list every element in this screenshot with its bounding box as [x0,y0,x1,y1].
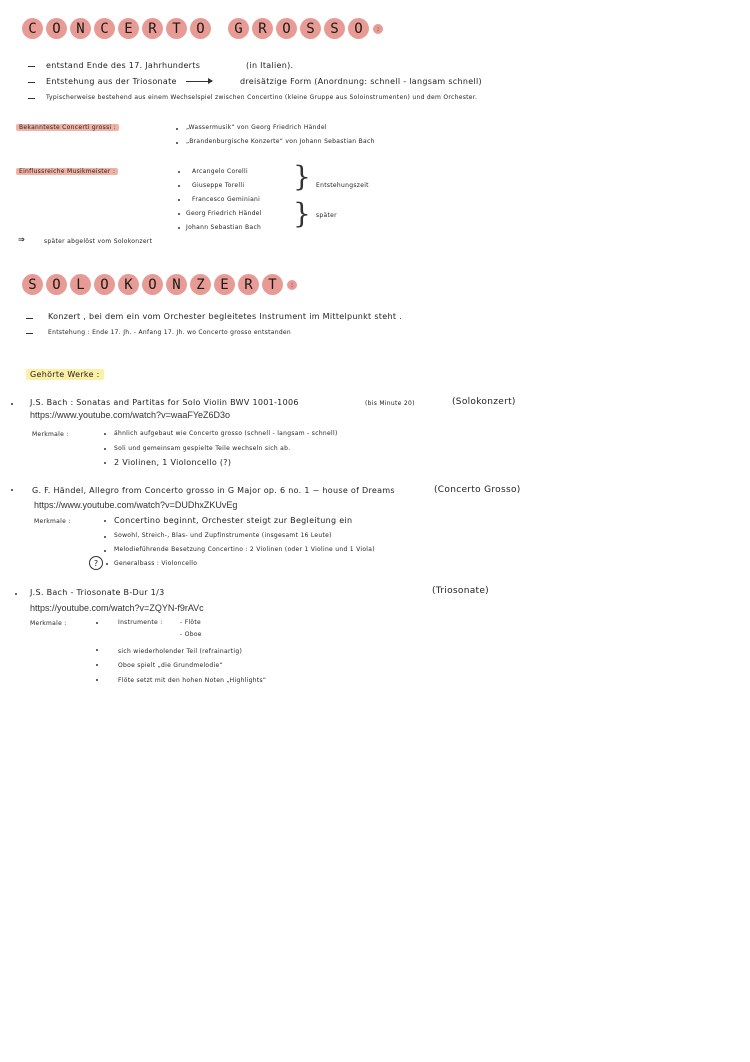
brace-icon: } [293,160,311,193]
line-triosonate-text: Entstehung aus der Triosonate [46,77,177,86]
title-solokonzert [22,274,297,295]
title-letter: S [22,274,43,295]
title-letter: C [22,18,43,39]
work-point: Generalbass : Violoncello [114,560,198,567]
work-point: Flöte setzt mit den hohen Noten „Highlights“ [118,677,267,684]
instruments-label: Instrumente : [118,619,163,626]
work-point: Sowohl, Streich-, Blas- und Zupfinstrumente (insgesamt 16 Leute) [114,532,332,539]
master-item: Georg Friedrich Händel [186,210,262,217]
bullet [11,489,13,491]
title-letter: O [46,274,67,295]
master-item: Giuseppe Torelli [192,182,245,189]
known-label-text: Bekannteste Concerti grossi : [16,124,119,131]
instrument-dash: - [180,631,185,638]
bullet [96,649,98,651]
instrument-item [180,631,202,638]
question-circle-icon: ? [89,556,103,570]
title-letter: S [324,18,345,39]
master-item: Arcangelo Corelli [192,168,248,175]
heard-label [26,370,104,379]
dash-marker [26,333,33,334]
dash-marker [26,318,33,319]
work-point: 2 Violinen, 1 Violoncello (?) [114,458,232,467]
title-letter: G [228,18,249,39]
line-form: dreisätzige Form (Anordnung: schnell - langsam schnell) [240,77,482,86]
known-item: „Brandenburgische Konzerte“ von Johann Sebastian Bach [186,138,375,145]
line-origin: entstand Ende des 17. Jahrhunderts [46,61,201,70]
bullet [104,462,106,464]
title-letter: R [252,18,273,39]
title-letter: L [70,274,91,295]
line-location: (in Italien). [246,61,294,70]
title-letter: S [300,18,321,39]
line-triosonate [46,77,212,86]
title-letter: N [166,274,187,295]
master-item: Francesco Geminiani [192,196,261,203]
bullet [11,403,13,405]
bullet [104,550,106,552]
bullet [178,213,180,215]
work-merkmale-label: Merkmale : [32,431,69,438]
replaced-note: später abgelöst vom Solokonzert [44,238,153,245]
title-colon: : [373,24,383,34]
influential-label-text: Einflussreiche Musikmeister : [16,168,118,175]
work-title: G. F. Händel, Allegro from Concerto grosso in G Major op. 6 no. 1 ~ house of Dreams [32,486,395,495]
title-letter: E [118,18,139,39]
influential-label [16,168,118,175]
bullet [96,679,98,681]
title-letter: N [70,18,91,39]
instrument-text: Flöte [184,619,202,626]
work-point: sich wiederholender Teil (refrainartig) [118,648,243,655]
title-colon: : [287,280,297,290]
title-letter: E [214,274,235,295]
work-type: (Concerto Grosso) [434,485,521,495]
title-letter: O [142,274,163,295]
bullet [178,185,180,187]
heard-label-text: Gehörte Werke : [26,369,104,380]
solo-definition: Konzert , bei dem ein vom Orchester begleitetes Instrument im Mittelpunkt steht . [48,312,402,321]
master-item: Johann Sebastian Bach [186,224,262,231]
dash-marker [28,98,35,99]
bullet [178,227,180,229]
work-merkmale-label: Merkmale : [30,620,67,627]
work-title: J.S. Bach : Sonatas and Partitas for Solo Violin BWV 1001-1006 [30,398,299,407]
title-letter: R [142,18,163,39]
title-letter: Z [190,274,211,295]
title-letter: O [348,18,369,39]
brace-label-later: später [316,212,337,219]
title-letter: O [276,18,297,39]
title-concerto-grosso [22,18,383,39]
known-item: „Wassermusik“ von Georg Friedrich Händel [186,124,327,131]
title-letter: O [46,18,67,39]
dash-marker [28,66,35,67]
bullet [178,171,180,173]
instrument-item [180,619,201,626]
brace-label-origin: Entstehungszeit [316,182,369,189]
line-typical: Typischerweise bestehend aus einem Wechselspiel zwischen Concertino (kleine Gruppe aus Soloinstrumenten) und dem Orchester. [46,94,478,101]
dash-marker [28,82,35,83]
title-letter: T [166,18,187,39]
bullet [104,520,106,522]
bullet [104,536,106,538]
title-letter: C [94,18,115,39]
title-letter: O [94,274,115,295]
work-merkmale-label: Merkmale : [34,518,71,525]
work-type: (Solokonzert) [452,397,516,407]
title-letter: T [262,274,283,295]
title-letter: O [190,18,211,39]
arrow-icon [186,81,212,82]
work-point: ähnlich aufgebaut wie Concerto grosso (schnell - langsam - schnell) [114,430,338,437]
instrument-text: Oboe [184,631,202,638]
bullet [96,664,98,666]
work-point: Concertino beginnt, Orchester steigt zur Begleitung ein [114,516,353,525]
bullet [96,622,98,624]
work-note: (bis Minute 20) [365,400,415,407]
double-arrow-icon: ⇒ [18,235,25,244]
work-point: Melodieführende Besetzung Concertino : 2 Violinen (oder 1 Violine und 1 Viola) [114,546,375,553]
bullet [104,448,106,450]
work-title: J.S. Bach - Triosonate B-Dur 1/3 [30,588,165,597]
work-url[interactable]: https://www.youtube.com/watch?v=DUDhxZKUvEg [34,500,238,510]
bullet [176,128,178,130]
bullet [106,563,108,565]
work-url[interactable]: https://www.youtube.com/watch?v=waaFYeZ6D3o [30,410,231,420]
title-letter: R [238,274,259,295]
work-type: (Triosonate) [432,586,489,596]
solo-origin: Entstehung : Ende 17. Jh. - Anfang 17. Jh. wo Concerto grosso entstanden [48,329,292,336]
title-letter: K [118,274,139,295]
known-label [16,124,119,131]
work-url[interactable]: https://youtube.com/watch?v=ZQYN-f9rAVc [30,603,204,613]
instrument-dash: - [180,619,185,626]
brace-icon: } [293,197,311,230]
bullet [178,199,180,201]
work-point: Oboe spielt „die Grundmelodie“ [118,662,223,669]
bullet [176,142,178,144]
bullet [104,433,106,435]
bullet [15,593,17,595]
work-point: Soli und gemeinsam gespielte Teile wechseln sich ab. [114,445,291,452]
